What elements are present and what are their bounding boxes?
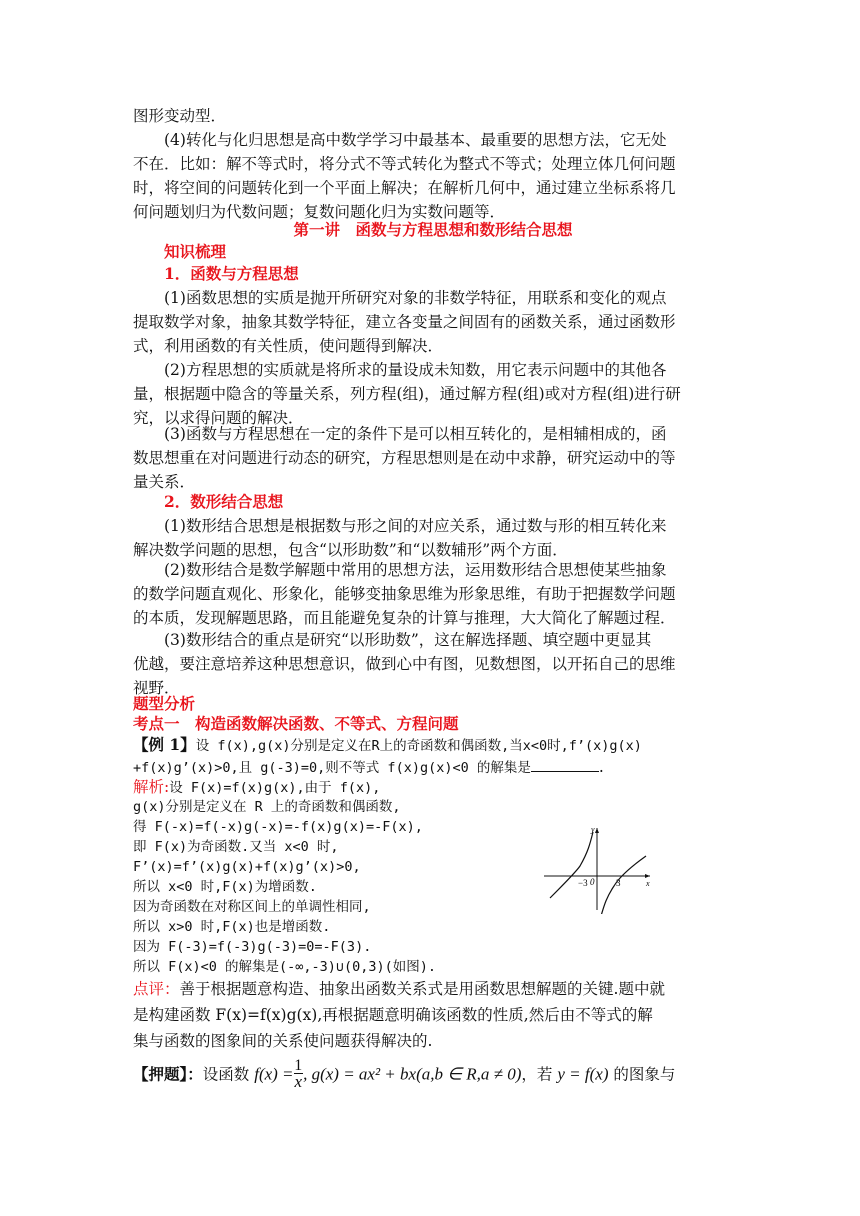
text-line: (4)转化与化归思想是高中数学学习中最基本、最重要的思想方法，它无处 (164, 131, 667, 149)
answer-blank (531, 757, 599, 772)
problem-text: 设函数 (202, 1065, 250, 1084)
formula-f: f(x) = (254, 1064, 294, 1084)
fraction (294, 1059, 304, 1090)
problem-text: 的图象与 (613, 1065, 676, 1084)
topic-heading: 考点一 构造函数解决函数、不等式、方程问题 (133, 714, 459, 733)
curve-right-branch (601, 856, 646, 914)
x-axis-label: x (646, 879, 650, 888)
fraction-numerator: 1 (294, 1057, 303, 1074)
solution-text: 设 F(x)=f(x)g(x),由于 f(x), (169, 780, 381, 796)
comment-line: 集与函数的图象间的关系使问题获得解决的. (133, 1032, 433, 1050)
solution-line: 所以 F(x)<0 的解集是(-∞,-3)∪(0,3)(如图). (133, 959, 437, 975)
solution-line: 得 F(-x)=f(-x)g(-x)=-f(x)g(x)=-F(x), (133, 819, 423, 835)
section-heading: 知识梳理 (164, 242, 227, 261)
tick-label-neg3: −3 (578, 878, 588, 888)
solution-line: 所以 x<0 时,F(x)为增函数. (133, 879, 317, 895)
text-line: 量关系． (133, 473, 196, 491)
solution-line: g(x)分别是定义在 R 上的奇函数和偶函数, (133, 799, 401, 815)
subsection-heading: 2．数形结合思想 (164, 492, 284, 511)
solution-tag: 解析: (133, 778, 170, 796)
x-axis-arrow (645, 874, 650, 878)
solution-line: F’(x)=f’(x)g(x)+f(x)g’(x)>0, (133, 859, 361, 875)
problem-tag: 【押题】： (133, 1064, 203, 1084)
comment-text: 善于根据题意构造、抽象出函数关系式是用函数思想解题的关键.题中就 (179, 980, 665, 998)
text-line: 的本质，发现解题思路，而且能避免复杂的计算与推理，大大简化了解题过程． (133, 609, 676, 627)
function-graph (542, 820, 652, 914)
text-line: 图形变动型． (133, 107, 227, 125)
tick-label-3: 3 (616, 878, 621, 888)
solution-line: 因为奇函数在对称区间上的单调性相同, (133, 899, 371, 915)
example-text: +f(x)g’(x)>0,且 g(-3)=0,则不等式 f(x)g(x)<0 的解集是 (133, 760, 531, 776)
text-line: (3)数形结合的重点是研究“以形助数”，这在解选择题、填空题中更显其 (164, 631, 652, 649)
subsection-heading: 1．函数与方程思想 (164, 264, 299, 283)
comment-line: 是构建函数 F(x)=f(x)g(x),再根据题意明确该函数的性质,然后由不等式的解 (133, 1006, 653, 1024)
y-axis-arrow (595, 828, 599, 833)
text-line: 不在．比如：解不等式时，将分式不等式转化为整式不等式；处理立体几何问题 (133, 155, 676, 173)
text-line: 提取数学对象，抽象其数学特征，建立各变量之间固有的函数关系，通过函数形 (133, 313, 676, 331)
solution-line: 因为 F(-3)=f(-3)g(-3)=0=-F(3). (133, 939, 372, 955)
text-line: 解决数学问题的思想，包含“以形助数”和“以数辅形”两个方面． (133, 541, 568, 559)
text-line: (1)函数思想的实质是抛开所研究对象的非数学特征，用联系和变化的观点 (164, 289, 667, 307)
curve-left-branch (550, 832, 593, 898)
text-line: 式，利用函数的有关性质，使问题得到解决． (133, 337, 444, 355)
fraction-denominator: x (294, 1072, 303, 1091)
text-line: (2)数形结合是数学解题中常用的思想方法，运用数形结合思想使某些抽象 (164, 561, 667, 579)
lecture-title: 第一讲 函数与方程思想和数形结合思想 (293, 220, 573, 239)
example-text: 设 f(x),g(x)分别是定义在R上的奇函数和偶函数,当x<0时,f’(x)g(x) (195, 738, 642, 754)
text-line: 视野． (133, 679, 180, 697)
period: . (598, 758, 604, 776)
text-line: (2)方程思想的实质就是将所求的量设成未知数，用它表示问题中的其他各 (164, 361, 667, 379)
problem-line (133, 1057, 733, 1091)
origin-label: 0 (590, 877, 595, 887)
solution-line: 即 F(x)为奇函数.又当 x<0 时, (133, 839, 339, 855)
text-line: 数思想重在对问题进行动态的研究，方程思想则是在动中求静，研究运动中的等 (133, 449, 676, 467)
text-line: 何问题划归为代数问题；复数问题化归为实数问题等． (133, 203, 506, 221)
section-heading: 题型分析 (133, 694, 196, 713)
text-line: 的数学问题直观化、形象化，能够变抽象思维为形象思维，有助于把握数学问题 (133, 585, 676, 603)
problem-text: ，若 (521, 1065, 553, 1084)
text-line: (1)数形结合思想是根据数与形之间的对应关系，通过数与形的相互转化来 (164, 517, 667, 535)
comment-tag: 点评： (133, 980, 180, 998)
text-line: 量，根据题中隐含的等量关系，列方程(组)，通过解方程(组)或对方程(组)进行研 (133, 385, 681, 403)
y-axis-label: y (591, 825, 595, 834)
solution-line: 所以 x>0 时,F(x)也是增函数. (133, 919, 331, 935)
formula-g: , g(x) = ax² + bx(a,b ∈ R,a ≠ 0) (303, 1064, 522, 1084)
text-line: 时，将空间的问题转化到一个平面上解决；在解析几何中，通过建立坐标系将几 (133, 179, 676, 197)
text-line: (3)函数与方程思想在一定的条件下是可以相互转化的，是相辅相成的，函 (164, 425, 667, 443)
comment-line (133, 977, 733, 1001)
formula-y: y = f(x) (557, 1064, 609, 1084)
text-line: 优越，要注意培养这种思想意识，做到心中有图，见数想图，以开拓自己的思维 (133, 655, 676, 673)
example-tag: 【例 1】 (133, 735, 196, 754)
text-line: 究，以求得问题的解决． (133, 409, 304, 427)
